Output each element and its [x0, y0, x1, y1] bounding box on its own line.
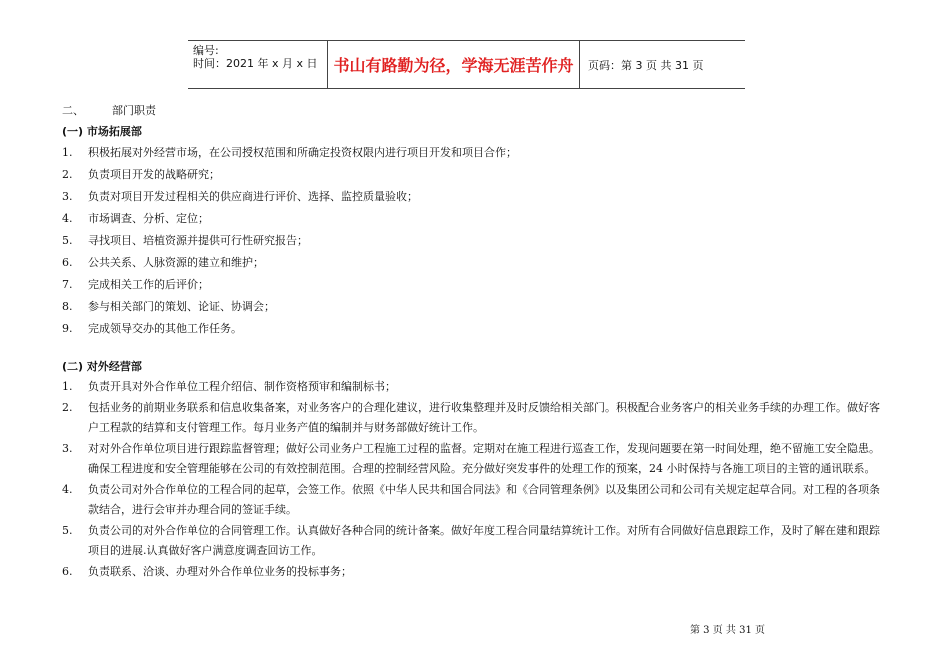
dept-heading-market: (一) 市场拓展部 — [62, 125, 142, 138]
list-item — [62, 521, 882, 562]
list-item — [62, 377, 882, 398]
list-item — [62, 186, 882, 208]
header-motto: 书山有路勤为径，学海无涯苦作舟 — [328, 41, 580, 88]
list-item-text: 负责联系、洽谈、办理对外合作单位业务的投标事务； — [88, 564, 352, 578]
section-heading — [62, 100, 882, 122]
page-header — [188, 40, 745, 89]
list-item-text: 对对外合作单位项目进行跟踪监督管理；做好公司业务户工程施工过程的监督。定期对在施工程进行巡查工作，发现问题要在第一时间处理，绝不留施工安全隐患。确保工程进度和安全管理能够在公司的有效控制范围。合理的控制经营风险。充分做好突发事件的处理工作的预案，24 小时保持与各施工项目的主管的通讯联系。 — [88, 441, 880, 475]
page-footer: 第 3 页 共 31 页 — [690, 625, 765, 636]
list-item-text: 市场调查、分析、定位； — [88, 212, 209, 225]
list-item-text: 完成相关工作的后评价； — [88, 278, 209, 291]
list-item-text: 公共关系、人脉资源的建立和维护； — [88, 256, 264, 269]
list-item — [62, 318, 882, 340]
dept-heading-external: (二) 对外经营部 — [62, 360, 142, 373]
header-page-number: 页码：第 3 页 共 31 页 — [588, 58, 704, 72]
list-item-number: 2. — [62, 168, 73, 181]
list-item-text: 负责公司对外合作单位的工程合同的起草，会签工作。依照《中华人民共和国合同法》和《合同管理条例》以及集团公司和公司有关规定起草合同。对工程的各项条款结合，进行会审并办理合同的签证手续。 — [88, 482, 880, 516]
list-item — [62, 274, 882, 296]
list-item-text: 负责对项目开发过程相关的供应商进行评价、选择、监控质量验收； — [88, 190, 418, 203]
section-title: 部门职责 — [112, 104, 156, 117]
header-meta — [188, 41, 328, 88]
list-item-text: 包括业务的前期业务联系和信息收集备案，对业务客户的合理化建议，进行收集整理并及时反馈给相关部门。积极配合业务客户的相关业务手续的办理工作。做好客户工程款的结算和支付管理工作。每月业务产值的编制并与财务部做好统计工作。 — [88, 400, 880, 434]
list-item — [62, 208, 882, 230]
list-item-text: 负责公司的对外合作单位的合同管理工作。认真做好各种合同的统计备案。做好年度工程合同量结算统计工作。对所有合同做好信息跟踪工作，及时了解在建和跟踪项目的进展.认真做好客户满意度调查回访工作。 — [88, 523, 880, 557]
list-item — [62, 439, 882, 480]
list-item-number: 9. — [62, 322, 73, 335]
list-item — [62, 252, 882, 274]
list-item — [62, 562, 882, 583]
list-item — [62, 296, 882, 318]
list-item-text: 负责项目开发的战略研究； — [88, 168, 220, 181]
list-item — [62, 480, 882, 521]
document-date: 时间：2021 年 x 月 x 日 — [193, 57, 318, 70]
list-item-number: 1. — [62, 146, 73, 159]
section-number: 二、 — [62, 104, 84, 117]
document-body — [62, 100, 882, 582]
list-item-number: 5. — [62, 234, 73, 247]
list-item-text: 参与相关部门的策划、论证、协调会； — [88, 300, 275, 313]
list-item-number: 6. — [62, 256, 73, 269]
list-item-text: 积极拓展对外经营市场，在公司授权范围和所确定投资权限内进行项目开发和项目合作； — [88, 146, 517, 159]
list-item — [62, 230, 882, 252]
document-number-label: 编号: — [193, 44, 219, 57]
list-item — [62, 398, 882, 439]
list-item-number: 7. — [62, 278, 73, 291]
list-item-text: 负责开具对外合作单位工程介绍信、制作资格预审和编制标书； — [88, 380, 396, 393]
dept-market-duties — [62, 142, 882, 340]
list-item — [62, 164, 882, 186]
list-item-number: 6. — [62, 564, 73, 578]
list-item-number: 1. — [62, 380, 73, 393]
list-item-number: 2. — [62, 400, 73, 414]
list-item-number: 8. — [62, 300, 73, 313]
list-item-number: 4. — [62, 482, 73, 496]
list-item-text: 完成领导交办的其他工作任务。 — [88, 322, 242, 335]
list-item-number: 3. — [62, 190, 73, 203]
list-item-number: 4. — [62, 212, 73, 225]
dept-external-duties — [62, 377, 882, 582]
spacer — [62, 340, 882, 357]
list-item-text: 寻找项目、培植资源并提供可行性研究报告； — [88, 234, 308, 247]
list-item-number: 5. — [62, 523, 73, 537]
list-item — [62, 142, 882, 164]
list-item-number: 3. — [62, 441, 73, 455]
